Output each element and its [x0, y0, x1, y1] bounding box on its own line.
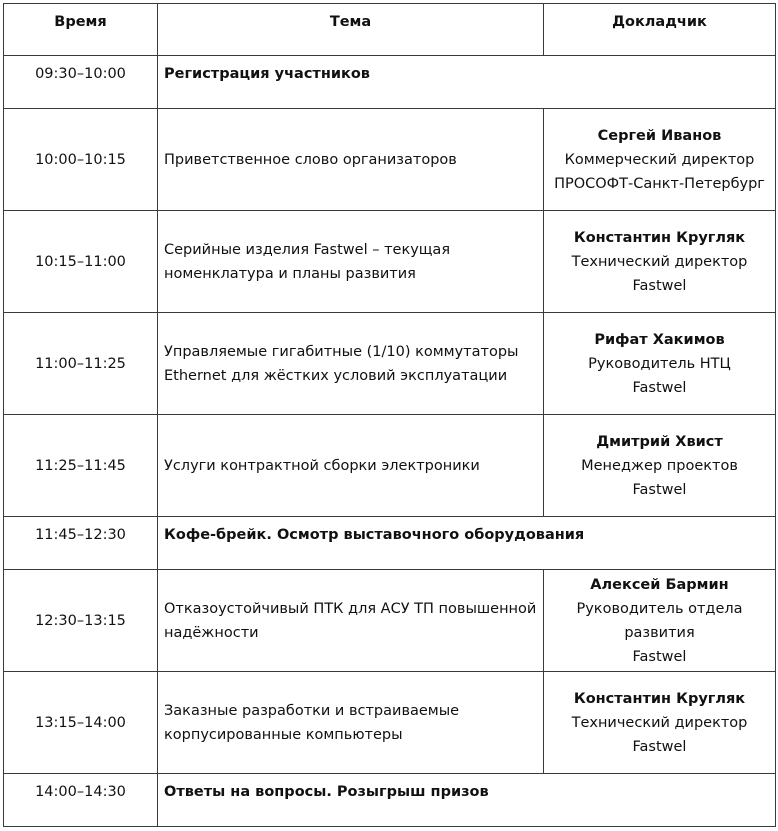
table-row [4, 415, 776, 517]
speaker-position: Технический директор [571, 253, 748, 270]
speaker-company: Fastwel [632, 648, 687, 665]
table-row [4, 517, 776, 570]
speaker-cell [544, 109, 776, 211]
table-row [4, 570, 776, 672]
speaker-cell [544, 313, 776, 415]
header-time: Время [4, 4, 158, 56]
speaker-name: Дмитрий Хвист [596, 433, 723, 450]
speaker-position: Руководитель НТЦ [588, 355, 731, 372]
topic-cell: Услуги контрактной сборки электроники [158, 415, 544, 517]
table-row [4, 109, 776, 211]
speaker-name: Рифат Хакимов [594, 331, 725, 348]
topic-cell: Управляемые гигабитные (1/10) коммутаторы Ethernet для жёстких условий эксплуатации [158, 313, 544, 415]
schedule-table [3, 3, 776, 827]
speaker-name: Константин Кругляк [573, 229, 746, 246]
topic-cell: Приветственное слово организаторов [158, 109, 544, 211]
header-topic: Тема [158, 4, 544, 56]
table-row [4, 774, 776, 827]
speaker-position: Коммерческий директор [564, 151, 755, 168]
speaker-name: Константин Кругляк [573, 690, 746, 707]
topic-cell: Заказные разработки и встраиваемые корпусированные компьютеры [158, 672, 544, 774]
time-cell: 14:00–14:30 [4, 774, 158, 827]
topic-cell: Серийные изделия Fastwel – текущая номенклатура и планы развития [158, 211, 544, 313]
speaker-position: Руководитель отдела развития [576, 600, 743, 641]
time-cell: 09:30–10:00 [4, 56, 158, 109]
speaker-cell [544, 672, 776, 774]
topic-cell: Кофе-брейк. Осмотр выставочного оборудования [158, 517, 776, 570]
speaker-cell [544, 570, 776, 672]
time-cell: 11:45–12:30 [4, 517, 158, 570]
header-row [4, 4, 776, 56]
speaker-cell [544, 211, 776, 313]
time-cell: 12:30–13:15 [4, 570, 158, 672]
topic-cell: Ответы на вопросы. Розыгрыш призов [158, 774, 776, 827]
speaker-position: Менеджер проектов [581, 457, 738, 474]
speaker-company: Fastwel [632, 277, 687, 294]
table-row [4, 211, 776, 313]
header-speaker: Докладчик [544, 4, 776, 56]
topic-cell: Регистрация участников [158, 56, 776, 109]
speaker-company: Fastwel [632, 738, 687, 755]
speaker-name: Сергей Иванов [597, 127, 722, 144]
time-cell: 11:00–11:25 [4, 313, 158, 415]
table-row [4, 56, 776, 109]
time-cell: 10:00–10:15 [4, 109, 158, 211]
speaker-company: Fastwel [632, 481, 687, 498]
topic-cell: Отказоустойчивый ПТК для АСУ ТП повышенной надёжности [158, 570, 544, 672]
table-row [4, 313, 776, 415]
speaker-position: Технический директор [571, 714, 748, 731]
table-row [4, 672, 776, 774]
time-cell: 11:25–11:45 [4, 415, 158, 517]
time-cell: 10:15–11:00 [4, 211, 158, 313]
time-cell: 13:15–14:00 [4, 672, 158, 774]
speaker-cell [544, 415, 776, 517]
speaker-company: ПРОСОФТ-Санкт-Петербург [554, 175, 765, 192]
speaker-company: Fastwel [632, 379, 687, 396]
speaker-name: Алексей Бармин [590, 576, 729, 593]
